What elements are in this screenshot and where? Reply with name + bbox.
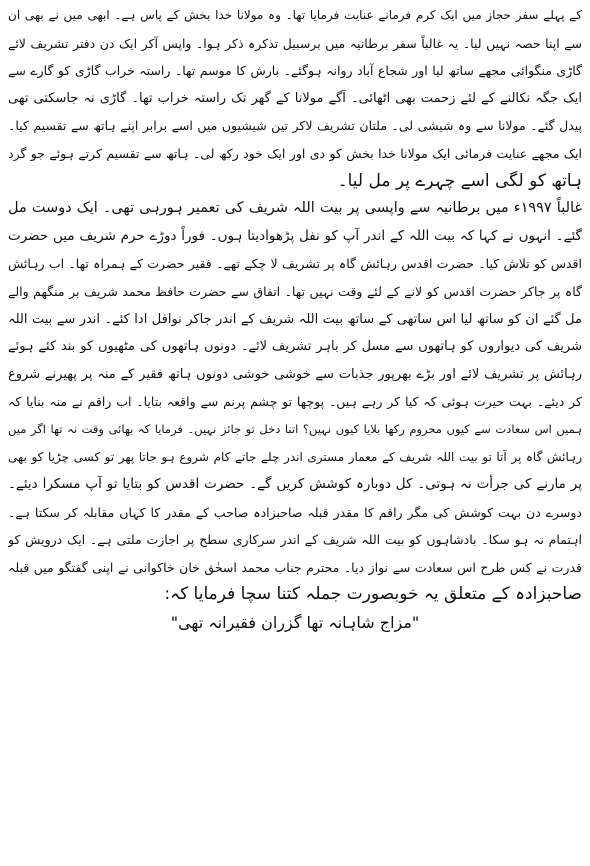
text-line: قدرت نے کس طرح اس سعادت سے نواز دیا۔ محترم جناب محمد اسحٰق خان خاکوانی نے اپنی گفتگو میں قبلہ [8,559,582,575]
text-line: ہمیں اس سعادت سے کیوں محروم رکھا بلایا کیوں نہیں؟ اتنا دخل تو جائز نہیں۔ فرمایا کہ بھائی وقت نہ تھا اگر میں [8,421,582,436]
text-line: مل گئے ان کو ساتھ لیا اس ساتھی کے ساتھ بیت اللہ شریف کے اندر جاکر نوافل ادا کئے۔ اندر سے بیت اللہ [8,311,582,327]
text-line: دوسرے دن بہت کوشش کی مگر راقم کا مقدر قبلہ صاحبزادہ صاحب کے مقدر کا کہاں مقابلہ کر سکتا ہے۔ [8,504,582,520]
text-line: ایک مجھے عنایت فرمائی ایک مولانا خدا بخش کو دی اور ایک خود رکھ لی۔ ہاتھ سے تقسیم کرتے ہوئے جو گرد [8,145,582,161]
text-line: رہائش گاہ پر آتا تو بیت اللہ شریف کے معمار مستری اندر چلے جاتے کام شروع ہو جاتا پھر تو کسی چڑیا کو بھی [8,449,582,464]
text-line: ایک جگہ نکالنے کے لئے زحمت بھی اٹھائی۔ آگے مولانا کے گھر تک راستہ خراب تھا۔ گاڑی نہ جاسکتی تھی [8,90,582,106]
text-line: رہائش پر تشریف لائے اور بڑے بھرپور جذبات سے خوشی خوشی دونوں ہاتھ فقیر کے منہ پر پھیرنے شروع [8,366,582,382]
text-line: پر مارنے کی جرأت نہ ہوتی۔ کل دوبارہ کوشش کریں گے۔ حضرت اقدس کو بتایا تو آپ مسکرا دیئے۔ [8,476,582,493]
text-line: صاحبزادہ کے متعلق یہ خوبصورت جملہ کتنا سچا فرمایا کہ: [164,584,582,605]
text-line: گاہ پر جاکر حضرت اقدس کو لانے کے لئے وقت نہیں تھا۔ اتفاق سے حضرت حافظ محمد شریف بر منگھم والے [8,283,582,299]
text-line: کے پہلے سفر حجاز میں ایک کرم فرمانے عنایت فرمایا تھا۔ وہ مولانا خدا بخش کے پاس ہے۔ ابھی میں نے بھی ان [8,8,582,22]
text-line: ہاتھ کو لگی اسے چہرے پر مل لیا۔ [337,170,582,191]
text-line: شریف کی دیواروں کو ہاتھوں سے مسل کر باہر تشریف لائے۔ دونوں ہاتھوں کی مٹھیوں کو بند کئے ہوئے [8,339,582,355]
text-line: اہتمام نہ ہو سکا۔ بادشاہوں کو بیت اللہ شریف کے اندر سرکاری سطح پر اجازت ملتی ہے۔ ایک درویش کو [8,532,582,548]
text-line: پیدل گئے۔ مولانا سے وہ شیشی لی۔ ملتان تشریف لاکر تین شیشیوں میں اسے برابر اپنے ہاتھ سے تقسیم کیا۔ [8,118,582,134]
text-line: گئے۔ انہوں نے کہا کہ بیت اللہ کے اندر آپ کو نفل پڑھوادیتا ہوں۔ فوراً دوڑے حرم شریف میں حضرت [8,227,582,244]
text-line: اقدس کو تلاش کیا۔ حضرت اقدس رہائش گاہ پر تشریف لا چکے تھے۔ فقیر حضرت کے ہمراہ تھا۔ اب رہائش [8,256,582,272]
text-line: سے اپنا حصہ نہیں لیا۔ یہ غالباً سفر برطانیہ میں برسبیل تذکرہ ذکر ہوا۔ واپس آکر ایک دن دفتر تشریف لائے [8,35,582,51]
quotation-line: "مزاج شاہانہ تھا گزران فقیرانہ تھی" [170,613,420,633]
text-line: غالباً ۱۹۹۷ء میں برطانیہ سے واپسی پر بیت اللہ شریف کی تعمیر ہورہی تھی۔ ایک دوست مل [8,200,582,217]
text-line: کر دیئے۔ بہت حیرت ہوئی کہ کیا کر رہے ہیں۔ پوچھا تو چشم پرنم سے واقعہ بتایا۔ اب راقم نے منہ بنایا کہ [8,394,582,410]
text-line: گاڑی منگوائی مجھے ساتھ لیا اور شجاع آباد روانہ ہوگئے۔ بارش کا موسم تھا۔ راستہ خراب گاڑی کو گارے سے [8,63,582,79]
